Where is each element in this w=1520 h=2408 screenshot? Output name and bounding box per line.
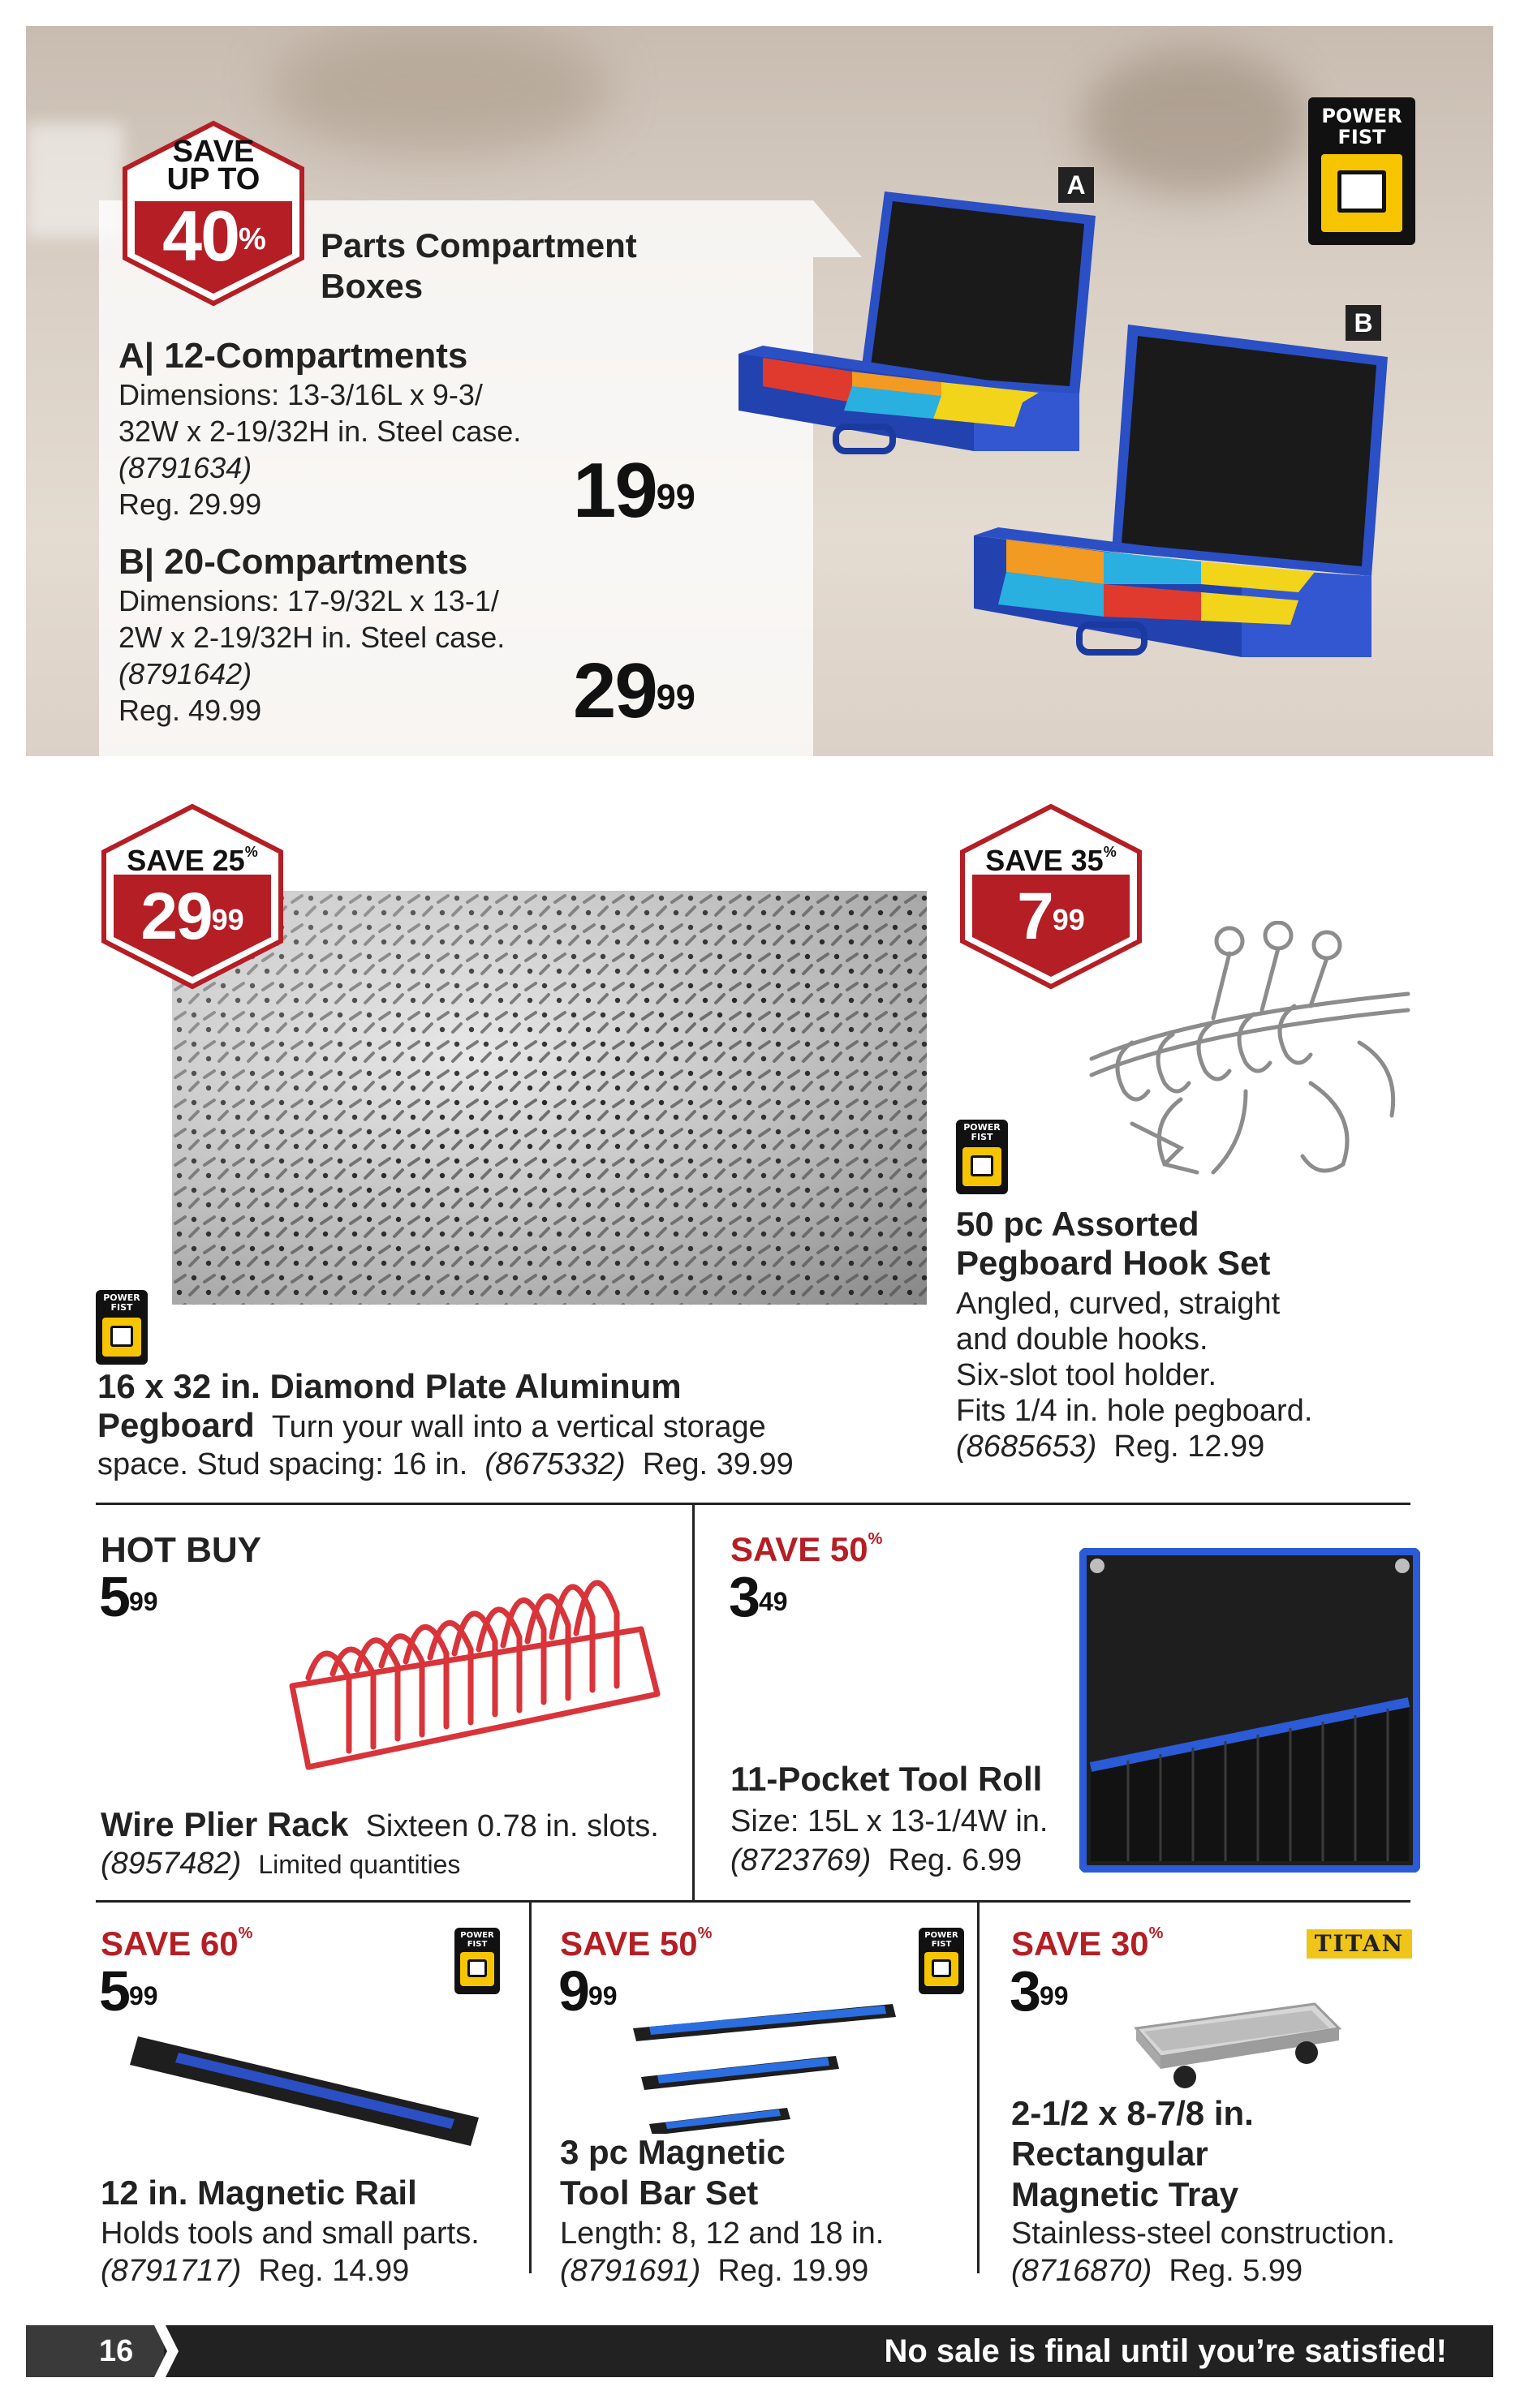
page-number: 16	[26, 2325, 164, 2377]
item-b-reg: Reg. 49.99	[118, 694, 262, 727]
case-b-label: B	[1346, 305, 1381, 341]
diamond-plate-pegboard-image	[172, 891, 927, 1305]
tool-roll-title: 11-Pocket Tool Roll	[730, 1760, 1043, 1798]
mag-tray-title-line1: 2-1/2 x 8-7/8 in.	[1011, 2094, 1254, 2132]
mag-tray-title-line3: Magnetic Tray	[1011, 2175, 1239, 2213]
hot-buy-label: HOT BUY	[101, 1530, 261, 1570]
plier-rack-title-line: Wire Plier Rack Sixteen 0.78 in. slots.	[101, 1805, 659, 1843]
hooks-save-text: SAVE 35%	[985, 844, 1117, 877]
pegboard-save-text: SAVE 25%	[127, 844, 258, 877]
tool-bar-sku-reg: (8791691) Reg. 19.99	[560, 2254, 869, 2288]
plier-rack-price: $5^{99}$	[99, 1565, 158, 1628]
tool-bar-title-line2: Tool Bar Set	[560, 2174, 759, 2212]
tool-roll-save: SAVE 50%	[730, 1530, 883, 1568]
pegboard-badge-price: $29^{99}$	[140, 879, 244, 953]
case-a-label: A	[1058, 167, 1094, 203]
item-b-dim2: 2W x 2-19/32H in. Steel case.	[118, 621, 506, 654]
tool-roll-sku-reg: (8723769) Reg. 6.99	[730, 1843, 1023, 1877]
tool-bar-title-line1: 3 pc Magnetic	[560, 2133, 786, 2171]
magnetic-rail-price: $5^{99}$	[99, 1959, 158, 2023]
power-fist-logo: POWER FIST	[1308, 97, 1415, 245]
magnetic-tray-image	[1120, 1996, 1347, 2093]
item-b-heading: B| 20-Compartments	[118, 542, 468, 582]
divider-vert-3	[977, 1900, 980, 2273]
tool-roll-image	[1079, 1548, 1420, 1873]
tool-bar-price: $9^{99}$	[558, 1959, 618, 2023]
magnetic-tool-bar-image	[625, 1996, 949, 2134]
divider-vert-1	[692, 1503, 695, 1900]
hooks-title-line2: Pegboard Hook Set	[956, 1244, 1271, 1282]
pegboard-title-line2: Pegboard Turn your wall into a vertical storage	[97, 1406, 766, 1444]
divider-2	[96, 1900, 1410, 1903]
plier-rack-image	[276, 1532, 674, 1791]
badge-save-text: SAVE	[172, 135, 255, 169]
tool-roll-price: $3^{49}$	[729, 1565, 788, 1628]
mag-tray-desc: Stainless-steel construction.	[1011, 2217, 1396, 2251]
compartment-case-b-image	[966, 316, 1396, 690]
plier-rack-sku-line: (8957482) Limited quantities	[101, 1847, 461, 1881]
badge-percent: 40%	[162, 196, 265, 276]
hooks-title-line1: 50 pc Assorted	[956, 1205, 1199, 1243]
hooks-desc-1: Angled, curved, straight	[956, 1287, 1281, 1321]
footer-tagline: No sale is final until you’re satisfied!	[884, 2333, 1447, 2369]
badge-upto-text: UP TO	[166, 162, 261, 196]
power-fist-logo-toolbar: POWER FIST	[919, 1928, 964, 1994]
hooks-sku-reg: (8685653) Reg. 12.99	[956, 1430, 1265, 1464]
item-a-dim2: 32W x 2-19/32H in. Steel case.	[118, 415, 522, 448]
tool-bar-desc: Length: 8, 12 and 18 in.	[560, 2217, 885, 2251]
mag-tray-save: SAVE 30%	[1011, 1924, 1164, 1963]
divider-1	[96, 1503, 1410, 1505]
item-a-reg: Reg. 29.99	[118, 488, 262, 521]
tool-bar-save: SAVE 50%	[560, 1924, 713, 1963]
pegboard-hooks-image	[1083, 921, 1424, 1197]
pegboard-save-badge	[101, 803, 284, 990]
titan-logo: TITAN	[1307, 1929, 1412, 1959]
mag-tray-title-line2: Rectangular	[1011, 2135, 1208, 2173]
tool-roll-desc: Size: 15L x 13-1/4W in.	[730, 1804, 1048, 1838]
power-fist-logo-pegboard: POWER FIST	[96, 1290, 148, 1365]
mag-tray-sku-reg: (8716870) Reg. 5.99	[1011, 2254, 1303, 2288]
item-a-price: $19^{99}$	[573, 447, 695, 534]
magnetic-rail-image	[130, 2028, 487, 2150]
hooks-desc-4: Fits 1/4 in. hole pegboard.	[956, 1394, 1313, 1428]
hooks-desc-2: and double hooks.	[956, 1322, 1208, 1357]
hero-title-line2: Boxes	[321, 267, 424, 305]
hooks-desc-3: Six-slot tool holder.	[956, 1358, 1217, 1392]
hooks-badge-price: $7^{99}$	[1017, 879, 1085, 953]
pegboard-desc-line2: space. Stud spacing: 16 in. (8675332) Reg. 39.99	[97, 1447, 794, 1481]
item-a-sku: (8791634)	[118, 451, 252, 484]
item-b-sku: (8791642)	[118, 657, 252, 690]
chevron-right-icon	[154, 2325, 179, 2377]
save-up-to-badge	[122, 120, 305, 307]
power-fist-logo-hooks: POWER FIST	[956, 1120, 1008, 1194]
magnetic-rail-sku-reg: (8791717) Reg. 14.99	[101, 2254, 410, 2288]
power-fist-logo-rail: POWER FIST	[454, 1928, 500, 1994]
item-b-dim1: Dimensions: 17-9/32L x 13-1/	[118, 584, 499, 617]
magnetic-rail-title: 12 in. Magnetic Rail	[101, 2174, 417, 2212]
magnetic-rail-desc: Holds tools and small parts.	[101, 2217, 480, 2251]
item-a-dim1: Dimensions: 13-3/16L x 9-3/	[118, 378, 483, 411]
divider-vert-2	[529, 1900, 532, 2273]
pegboard-title-line1: 16 x 32 in. Diamond Plate Aluminum	[97, 1367, 682, 1405]
mag-tray-price: $3^{99}$	[1010, 1959, 1069, 2023]
item-b-price: $29^{99}$	[573, 647, 695, 734]
hero-title-line1: Parts Compartment	[321, 226, 637, 264]
magnetic-rail-save: SAVE 60%	[101, 1924, 253, 1963]
item-a-heading: A| 12-Compartments	[118, 336, 468, 376]
